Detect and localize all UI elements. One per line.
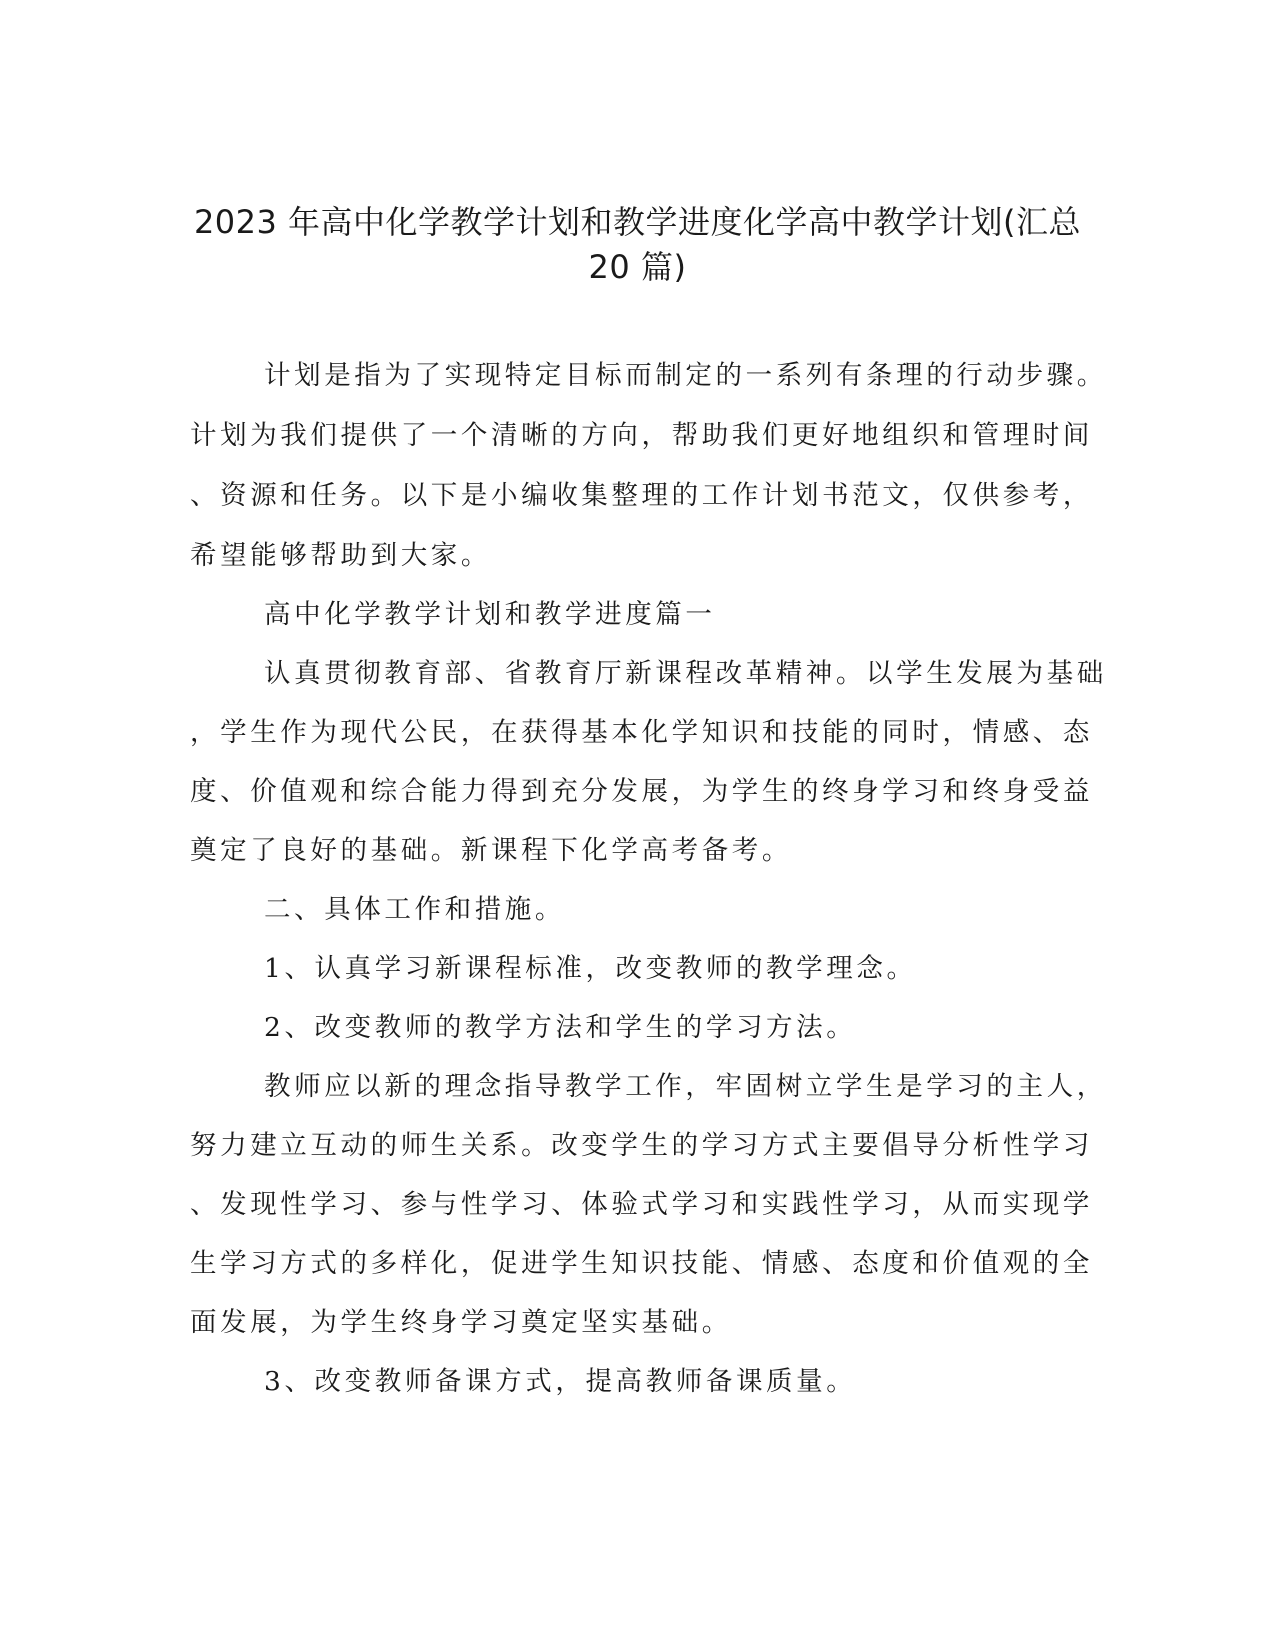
title-line-2: 20 篇) [588,248,687,286]
paragraph-line: 教师应以新的理念指导教学工作，牢固树立学生是学习的主人， [264,1071,1107,1102]
paragraph-line: 、发现性学习、参与性学习、体验式学习和实践性学习，从而实现学 [190,1189,1093,1220]
paragraph-line: ，学生作为现代公民，在获得基本化学知识和技能的同时，情感、态 [190,717,1093,748]
paragraph-line: 计划是指为了实现特定目标而制定的一系列有条理的行动步骤。 [264,360,1107,391]
paragraph-line: 奠定了良好的基础。新课程下化学高考备考。 [190,835,792,866]
section-heading: 高中化学教学计划和教学进度篇一 [264,599,716,630]
paragraph-line: 生学习方式的多样化，促进学生知识技能、情感、态度和价值观的全 [190,1248,1093,1279]
document-title [150,200,1125,290]
subheading: 二、具体工作和措施。 [264,894,565,925]
paragraph-line: 面发展，为学生终身学习奠定坚实基础。 [190,1307,732,1338]
paragraph-line: 计划为我们提供了一个清晰的方向，帮助我们更好地组织和管理时间 [190,420,1093,451]
list-item: 3、改变教师备课方式，提高教师备课质量。 [264,1366,857,1397]
paragraph-line: 希望能够帮助到大家。 [190,540,491,571]
paragraph-line: 认真贯彻教育部、省教育厅新课程改革精神。以学生发展为基础 [264,658,1107,689]
list-item: 1、认真学习新课程标准，改变教师的教学理念。 [264,953,917,984]
paragraph-line: 度、价值观和综合能力得到充分发展，为学生的终身学习和终身受益 [190,776,1093,807]
list-item: 2、改变教师的教学方法和学生的学习方法。 [264,1012,857,1043]
title-line-1: 2023 年高中化学教学计划和教学进度化学高中教学计划(汇总 [193,203,1082,241]
paragraph-line: 、资源和任务。以下是小编收集整理的工作计划书范文，仅供参考， [190,480,1093,511]
paragraph-line: 努力建立互动的师生关系。改变学生的学习方式主要倡导分析性学习 [190,1130,1093,1161]
